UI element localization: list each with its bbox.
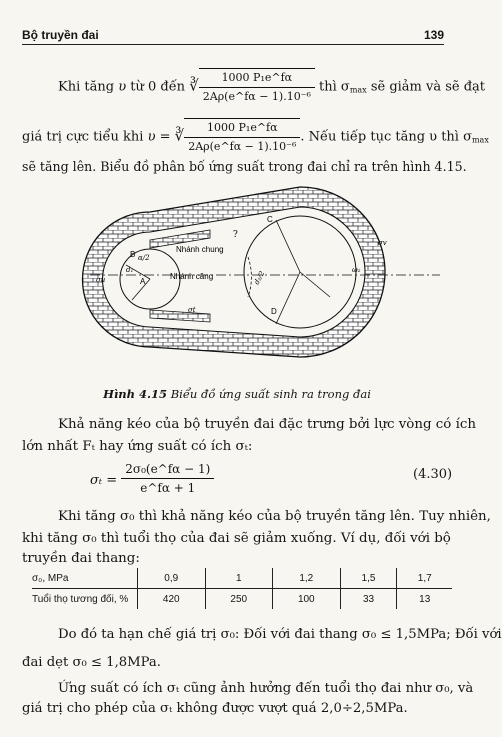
equation-denominator: e^fα + 1 <box>140 481 196 495</box>
velocity-symbol: υ <box>118 79 127 95</box>
table-cell: 33 <box>340 589 397 610</box>
fraction-denominator: 2Aρ(e^fα − 1).10⁻⁶ <box>188 140 297 153</box>
para3-line3: truyền đai thang: <box>22 551 140 566</box>
equation-numerator: 2σ₀(e^fα − 1) <box>121 460 214 479</box>
label-sigma-t: σt <box>188 306 196 314</box>
table-cell: 1 <box>205 568 273 589</box>
root-fraction <box>199 68 315 106</box>
belt-stress-diagram <box>0 182 474 382</box>
fraction-denominator: 2Aρ(e^fα − 1).10⁻⁶ <box>202 90 311 103</box>
text-fragment: Khi tăng <box>58 79 115 95</box>
para5-line2: giá trị cho phép của σₜ không được vượt quá 2,0÷2,5MPa. <box>22 701 408 716</box>
fraction-numerator: 1000 P₁e^fα <box>184 119 300 138</box>
table-cell: 0,9 <box>138 568 206 589</box>
fraction-numerator: 1000 P₁e^fα <box>199 69 315 88</box>
cube-root-sign: ∛ <box>174 126 185 145</box>
subscript: max <box>349 85 367 95</box>
root-fraction <box>184 118 300 156</box>
table-row <box>32 568 452 589</box>
chapter-title: Bộ truyền đai <box>22 28 99 42</box>
text-fragment: từ 0 đến <box>130 79 186 95</box>
label-d2: d₂/2 <box>252 269 267 286</box>
caption-label: Hình 4.15 <box>103 387 168 401</box>
label-A: A <box>140 277 146 286</box>
table-cell: Tuổi thọ tương đối, % <box>32 593 129 605</box>
table-row <box>32 589 452 610</box>
label-alpha2: α/2 <box>138 254 150 262</box>
table-cell: 1,2 <box>273 568 341 589</box>
para4-line2: đai dẹt σ₀ ≤ 1,8MPa. <box>22 655 161 670</box>
caption-text: Biểu đồ ứng suất sinh ra trong đai <box>170 387 371 401</box>
para2-line2: lớn nhất Fₜ hay ứng suất có ích σₜ: <box>22 439 253 454</box>
figure-caption <box>0 387 474 401</box>
table-cell: 13 <box>397 589 452 610</box>
velocity-symbol: υ = <box>147 129 171 145</box>
service-life-table <box>32 568 452 609</box>
text-fragment: . Nếu tiếp tục tăng υ thì σ <box>300 129 472 145</box>
table-cell: 250 <box>205 589 273 610</box>
para2-line1: Khả năng kéo của bộ truyền đai đặc trưng bởi lực vòng có ích <box>58 417 477 432</box>
para3-line2: khi tăng σ₀ thì tuổi thọ của đai sẽ giảm xuống. Ví dụ, đối với bộ <box>22 531 451 546</box>
label-D: D <box>271 307 277 316</box>
table-cell: 420 <box>138 589 206 610</box>
label-sigma-u: σu <box>96 276 106 284</box>
text-fragment: giá trị cực tiểu khi <box>22 129 144 145</box>
equation-fraction <box>121 460 214 497</box>
table-cell: 1,7 <box>397 568 452 589</box>
equation-lhs: σₜ = <box>90 473 118 488</box>
para4-line1: Do đó ta hạn chế giá trị σ₀: Đối với đai thang σ₀ ≤ 1,5MPa; Đối với <box>58 627 502 642</box>
label-B: B <box>130 250 136 259</box>
para1-line2 <box>22 118 489 156</box>
table-cell: σ₀, MPa <box>32 568 138 589</box>
equation-4-30 <box>90 460 214 496</box>
table-cell: 100 <box>273 589 341 610</box>
text-fragment: sẽ giảm và sẽ đạt <box>370 79 486 95</box>
cube-root-sign: ∛ <box>189 76 199 95</box>
equation-number: (4.30) <box>413 467 453 482</box>
label-sigma-v: σv <box>378 239 387 247</box>
label-nhanh-chung: Nhánh chung <box>176 245 224 254</box>
header-rule <box>22 44 444 45</box>
para3-line1: Khi tăng σ₀ thì khả năng kéo của bộ truyền tăng lên. Tuy nhiên, <box>58 509 491 524</box>
label-C: C <box>267 215 273 224</box>
label-nhanh-cang: Nhánh căng <box>170 272 214 281</box>
table-cell: 1,5 <box>340 568 397 589</box>
para1-line3: sẽ tăng lên. Biểu đồ phân bố ứng suất trong đai chỉ ra trên hình 4.15. <box>22 159 467 174</box>
question-mark: ? <box>233 230 238 240</box>
para1-line1 <box>58 68 485 106</box>
text-fragment: thì σ <box>319 79 350 95</box>
para5-line1: Ứng suất có ích σₜ cũng ảnh hưởng đến tuổi thọ đai như σ₀, và <box>58 681 474 696</box>
label-d1: d₁ <box>126 266 134 274</box>
page-number: 139 <box>423 28 444 42</box>
subscript: max <box>471 135 489 145</box>
label-omega: ω₂ <box>352 266 361 274</box>
